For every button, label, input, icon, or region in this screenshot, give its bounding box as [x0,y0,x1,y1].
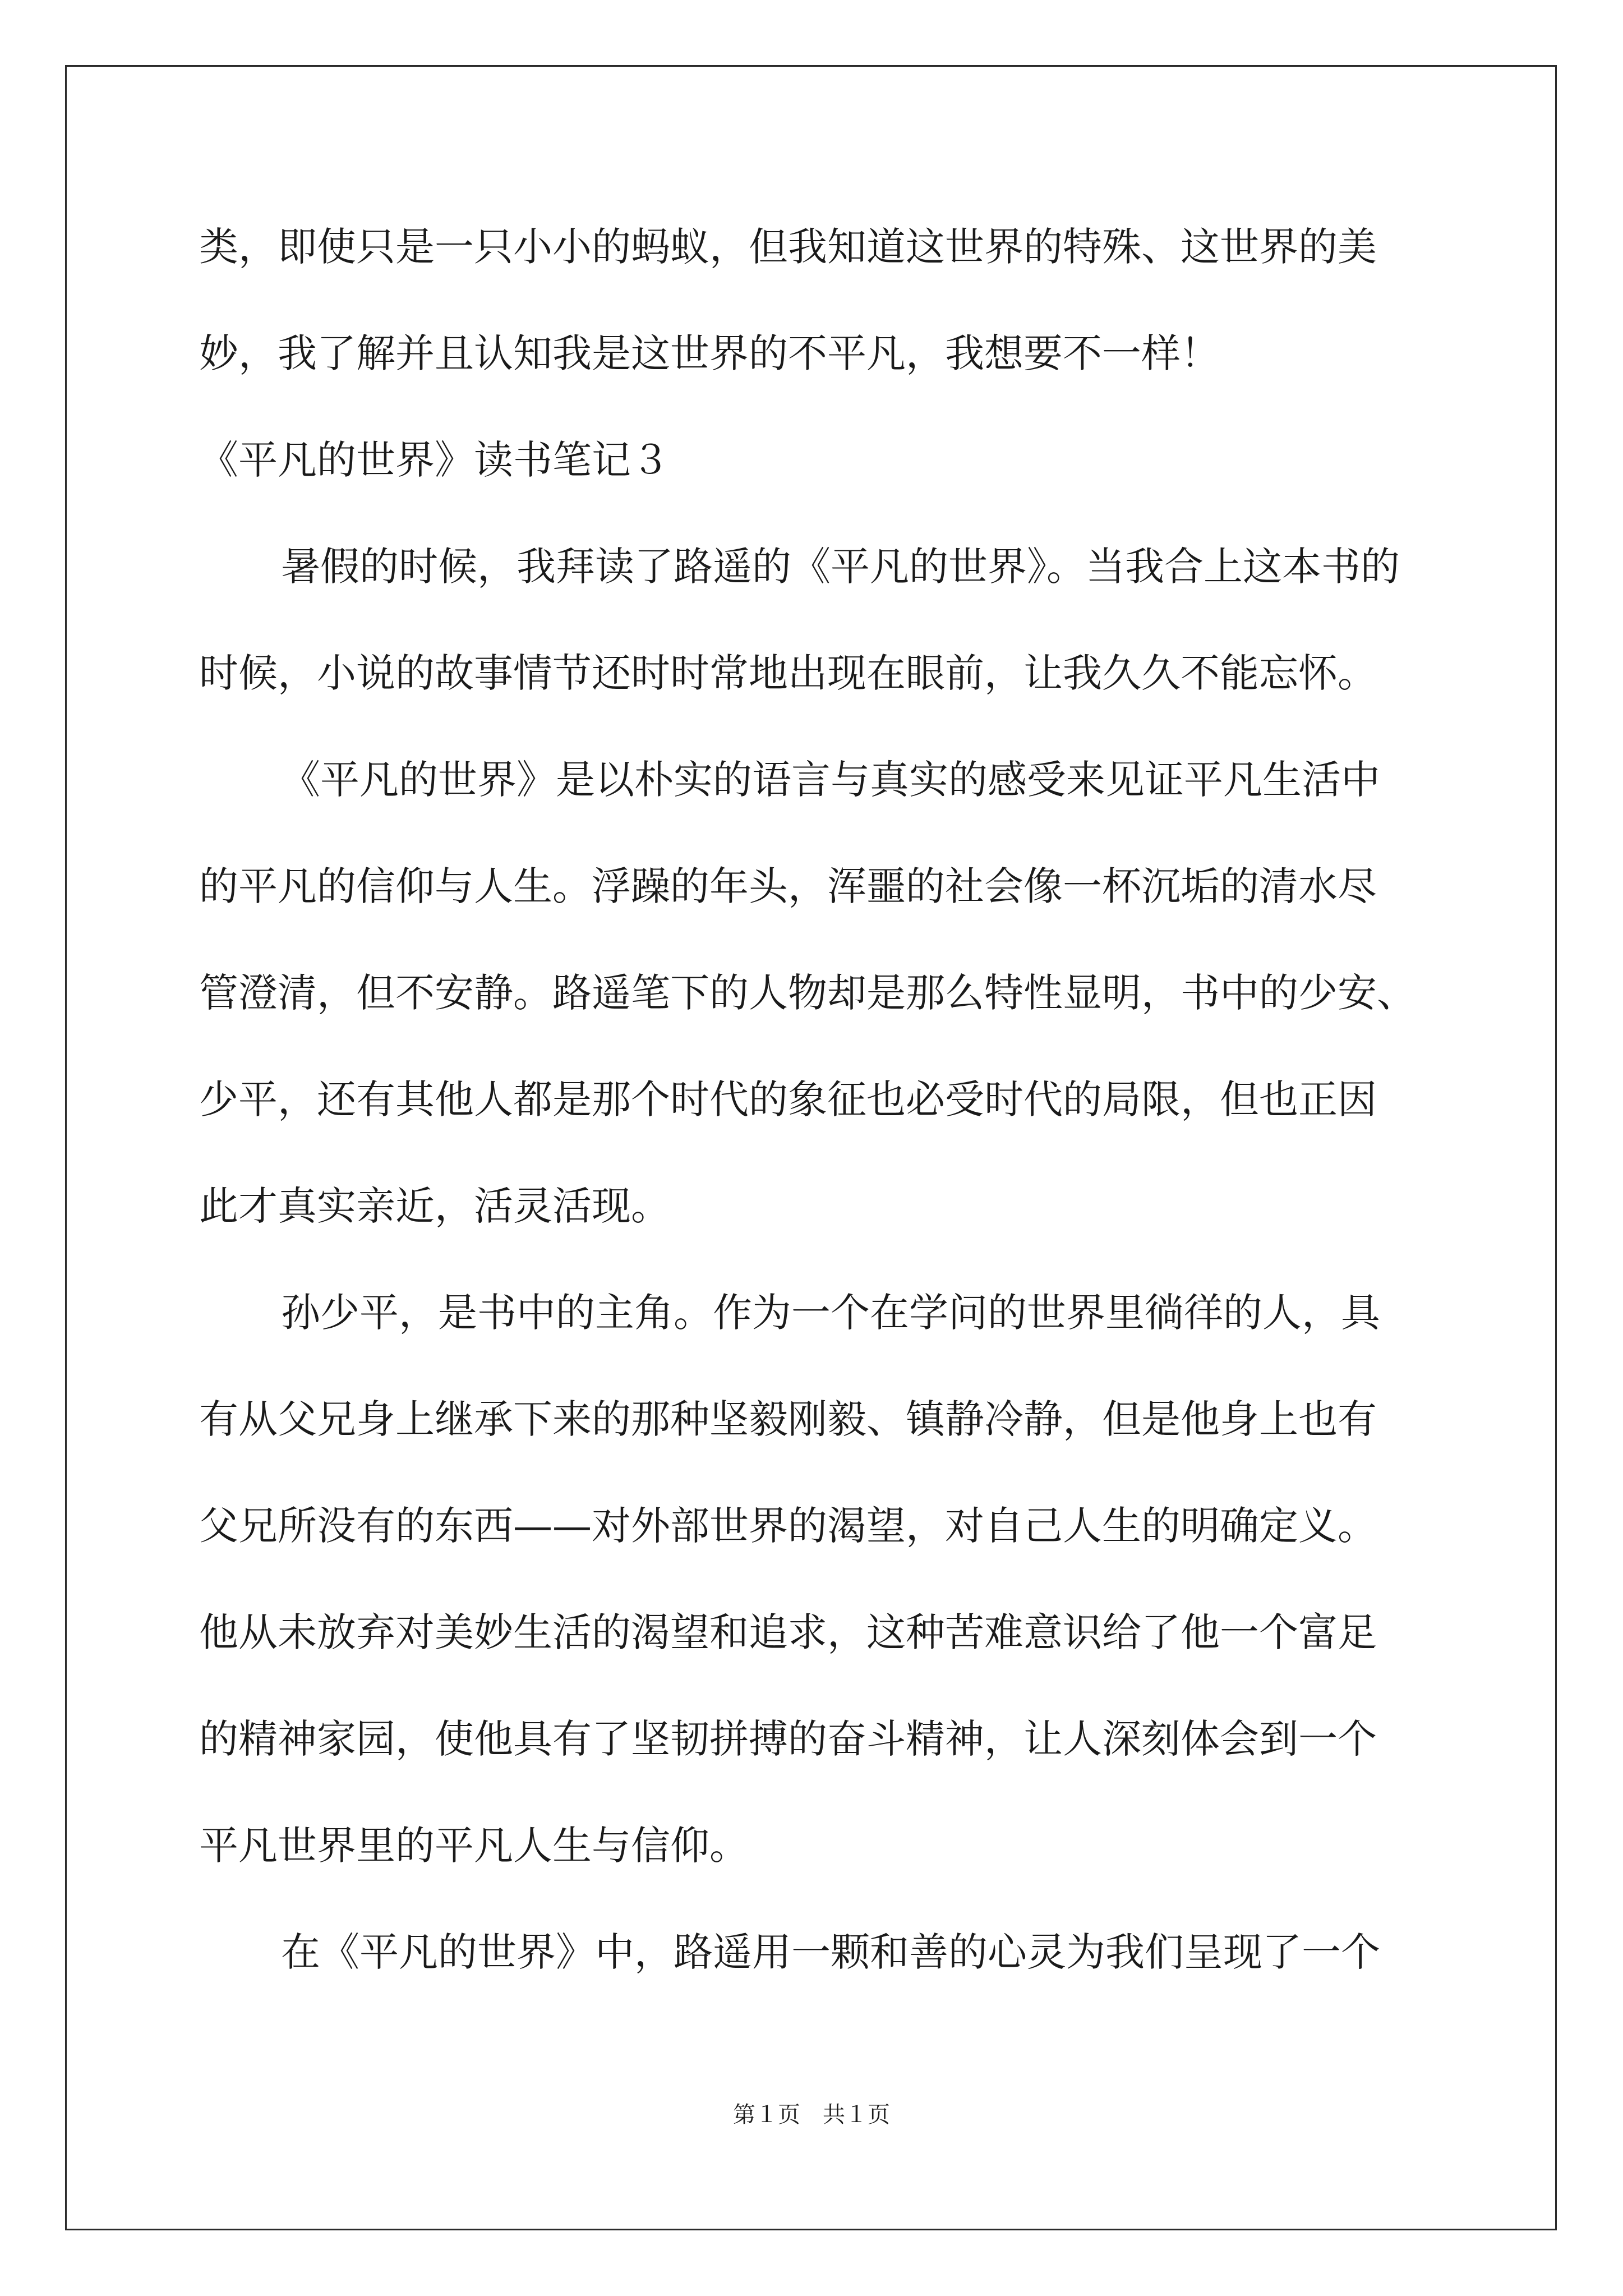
text-line: 的平凡的信仰与人生。浮躁的年头，浑噩的社会像一杯沉垢的清水尽 [199,863,1377,909]
text-line: 平凡世界里的平凡人生与信仰。 [199,1823,749,1869]
paragraph-first-line: 《平凡的世界》是以朴实的语言与真实的感受来见证平凡生活中 [281,757,1380,803]
section-heading: 《平凡的世界》读书笔记３ [199,437,670,483]
text-line: 管澄清，但不安静。路遥笔下的人物却是那么特性显明，书中的少安、 [199,970,1416,1016]
paragraph-first-line: 在《平凡的世界》中，路遥用一颗和善的心灵为我们呈现了一个 [281,1929,1380,1975]
text-line: 他从未放弃对美妙生活的渴望和追求，这种苦难意识给了他一个富足 [199,1609,1377,1655]
text-line: 时候，小说的故事情节还时时常地出现在眼前，让我久久不能忘怀。 [199,650,1377,696]
page-border [65,65,1557,2230]
text-line: 父兄所没有的东西——对外部世界的渴望，对自己人生的明确定义。 [199,1503,1377,1549]
text-line: 此才真实亲近，活灵活现。 [199,1183,670,1229]
text-line: 的精神家园，使他具有了坚韧拼搏的奋斗精神，让人深刻体会到一个 [199,1716,1377,1762]
page-number-label: 第１页 共１页 [733,2102,890,2128]
text-line: 妙，我了解并且认知我是这世界的不平凡，我想要不一样！ [199,330,1220,376]
text-line: 少平，还有其他人都是那个时代的象征也必受时代的局限，但也正因 [199,1076,1377,1122]
page-footer [0,2098,1623,2132]
paragraph-first-line: 暑假的时候，我拜读了路遥的《平凡的世界》。当我合上这本书的 [281,544,1400,590]
text-line: 类，即使只是一只小小的蚂蚁，但我知道这世界的特殊、这世界的美 [199,224,1377,270]
text-line: 有从父兄身上继承下来的那种坚毅刚毅、镇静冷静，但是他身上也有 [199,1396,1377,1442]
paragraph-first-line: 孙少平，是书中的主角。作为一个在学问的世界里徜徉的人，具 [281,1290,1380,1336]
